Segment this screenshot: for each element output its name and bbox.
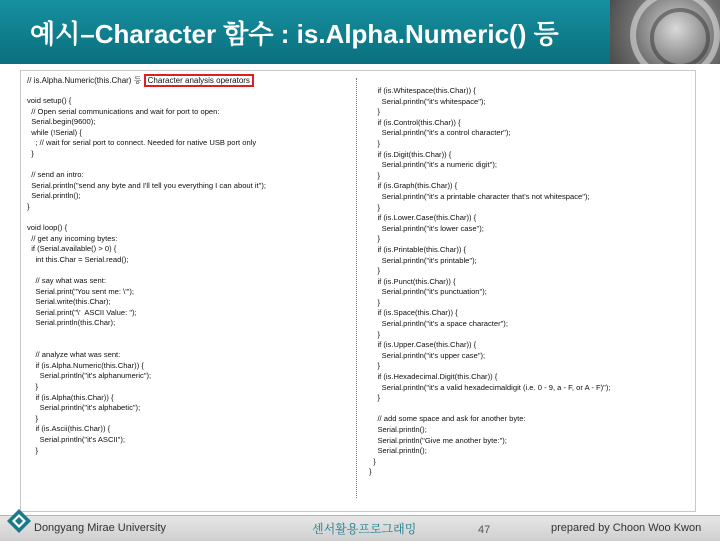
slide-title: 예시–Character 함수 : is.Alpha.Numeric() 등	[30, 19, 559, 49]
highlighted-comment: Character analysis operators	[144, 74, 254, 87]
right-code-block: if (is.Whitespace(this.Char)) { Serial.println("it's whitespace"); } if (is.Control(this.Char)) { Serial.println("it's a control character"); } if (is.Digit(this.Char)) { Serial.println("it's a numeric digit"); } if (is.Graph(this.Char)) { Serial.println("it's a printable character that's not whitespace"); } if (is.Lower.Case(this.Char)) { Serial.println("it's lower case"); } if (is.Printable(this.Char)) { Serial.println("it's printable"); } if (is.Punct(this.Char)) { Serial.println("it's punctuation"); } if (is.Space(this.Char)) { Serial.println("it's a space character"); } if (is.Upper.Case(this.Char)) { Serial.println("it's upper case"); } if (is.Hexadecimal.Digit(this.Char)) { Serial.println("it's a valid hexadecimaldigit (i.e. 0 - 9, a - F, or A - F)"); } // add some space and ask for another byte: Serial.println(); Serial.println("Give me another byte:"); Serial.println(); } }	[369, 86, 611, 477]
slide-header	[0, 0, 720, 64]
header-comment-prefix: // is.Alpha.Numeric(this.Char) 등	[27, 76, 144, 85]
corner-ring-inner	[650, 8, 710, 64]
left-code-block: void setup() { // Open serial communications and wait for port to open: Serial.begin(9600); while (!Serial) { ; // wait for serial port to connect. Needed for native USB port only } // send an intro: Serial.println("send any byte and I'll tell you everything I can about it"); Serial.println(); } void loop() { // get any incoming bytes: if (Serial.available() > 0) { int this.Char = Serial.read(); // say what was sent: Serial.print("You sent me: \'"); Serial.write(this.Char); Serial.print("\' ASCII Value: "); Serial.println(this.Char); // analyze what was sent: if (is.Alpha.Numeric(this.Char)) { Serial.println("it's alphanumeric"); } if (is.Alpha(this.Char)) { Serial.println("it's alphabetic"); } if (is.Ascii(this.Char)) { Serial.println("it's ASCII"); }	[27, 96, 266, 455]
footer-course: 센서활용프로그래밍	[312, 522, 417, 536]
university-logo-icon	[6, 508, 32, 534]
column-divider	[356, 78, 357, 498]
page-number: 47	[478, 524, 491, 536]
header-comment	[27, 75, 254, 86]
corner-decoration-icon	[610, 0, 720, 64]
footer-university: Dongyang Mirae University	[34, 522, 167, 534]
footer-author: prepared by Choon Woo Kwon	[551, 522, 702, 534]
